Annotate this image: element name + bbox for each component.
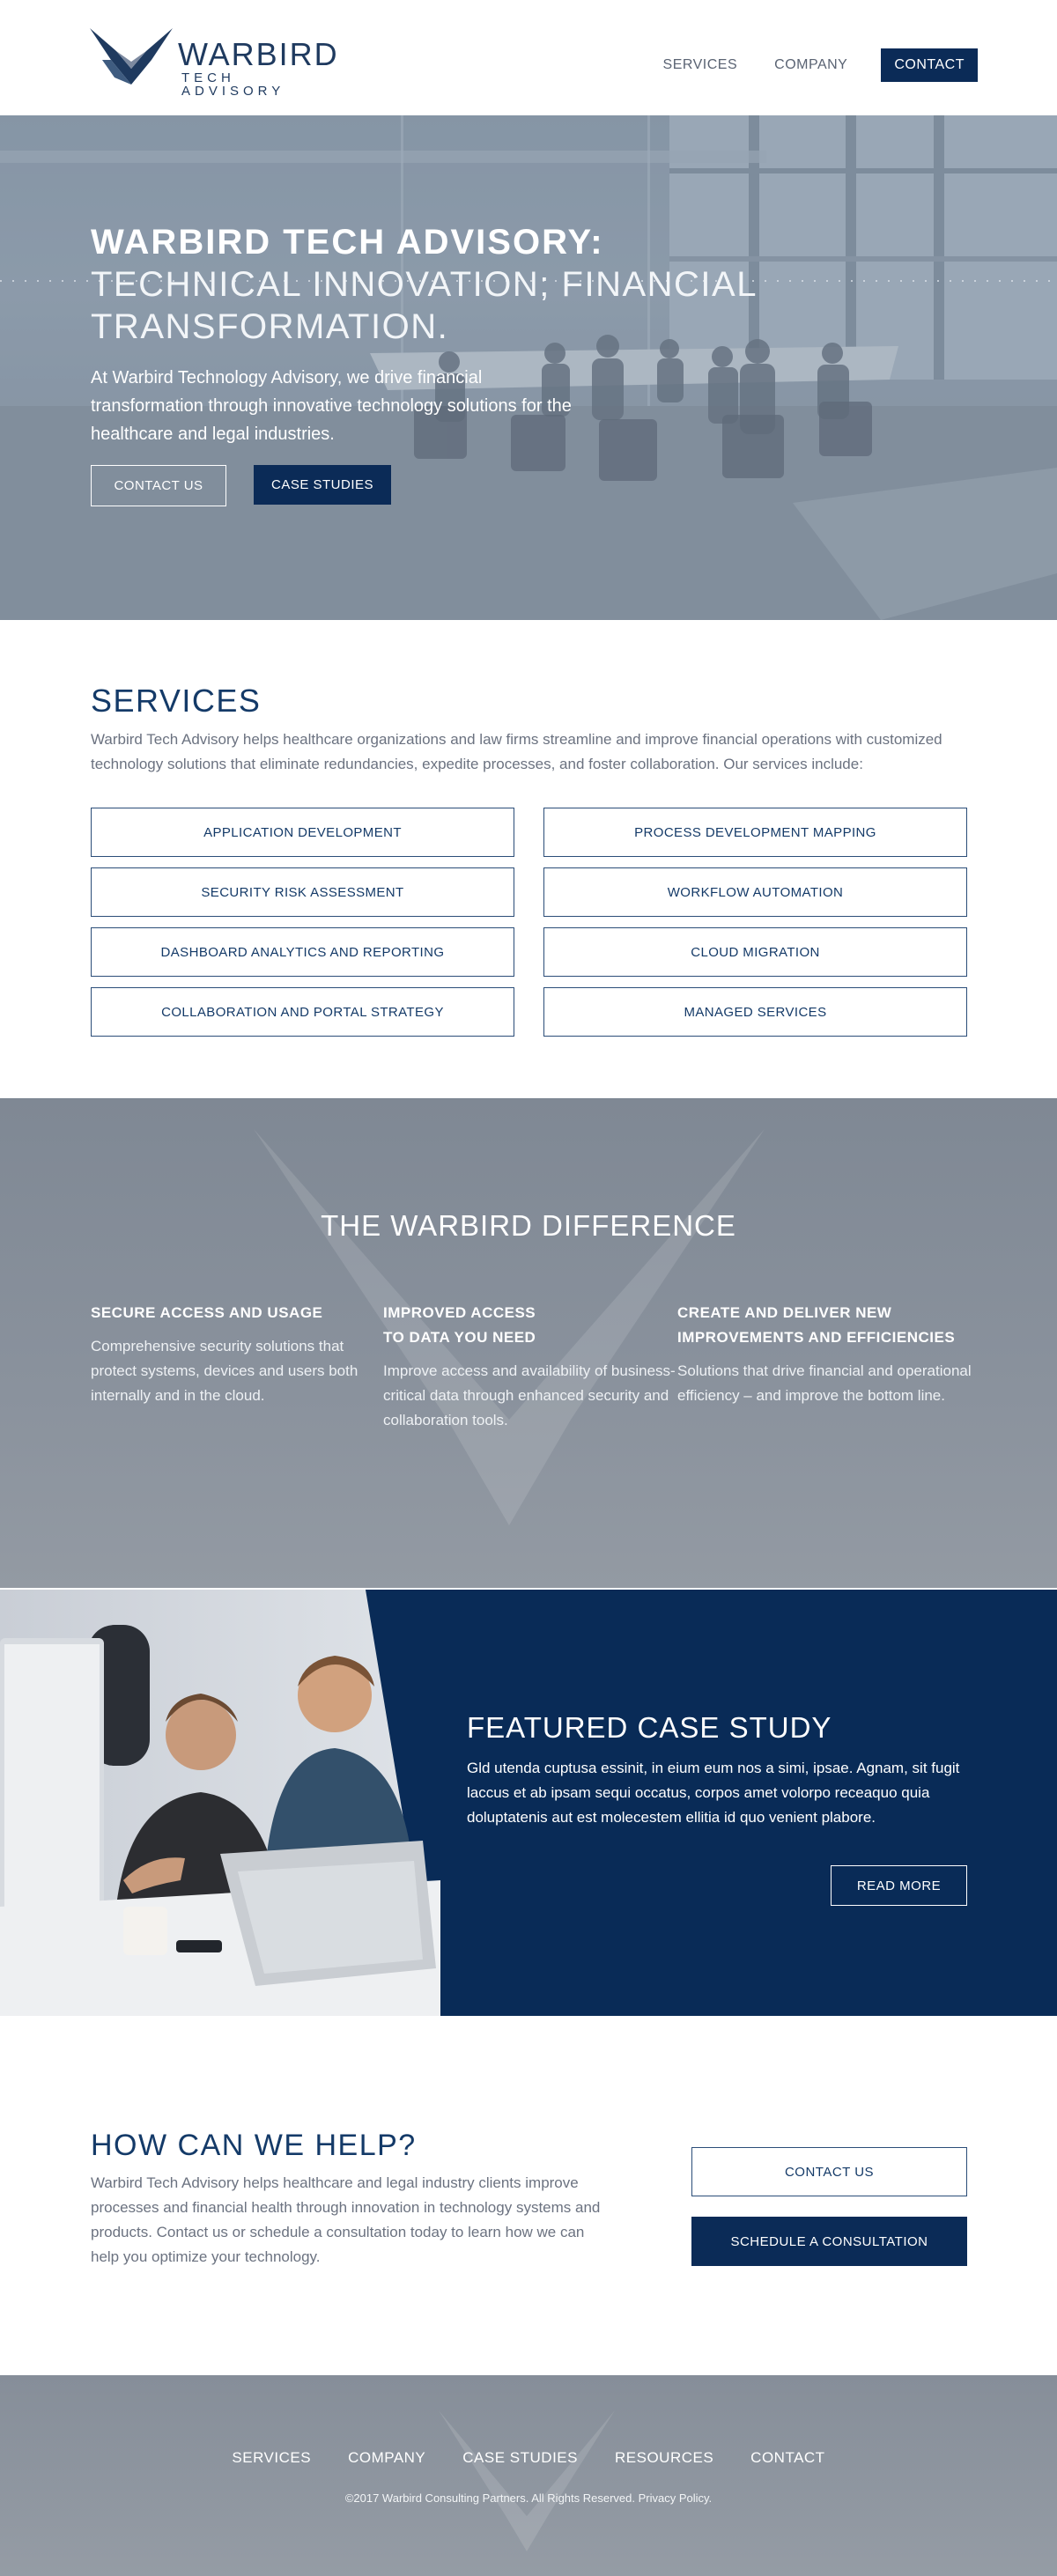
services-intro: Warbird Tech Advisory helps healthcare organizations and law firms streamline and improve financial operations with customized technology solutions that eliminate redundancies, expedite processes, and foster collaboration. Our services include:: [91, 731, 942, 772]
difference-columns: [91, 1301, 972, 1433]
featured-content: [467, 1713, 969, 1830]
featured-text: Gld utenda cuptusa essinit, in eium eum nos a simi, ipsae. Agnam, sit fugit laccus et ab ipsam sequi occatus, corpos amet volorpo receaquo quia doluptatenis aut est molecestem ellitia id quo venient plabore.: [467, 1760, 960, 1826]
footer-nav-resources[interactable]: RESOURCES: [614, 2449, 714, 2466]
difference-heading: SECURE ACCESS AND USAGE: [91, 1304, 323, 1321]
services-section: [0, 620, 1057, 1098]
help-text: Warbird Tech Advisory helps healthcare and legal industry clients improve processes and financial health through innovation in technology systems and products. Contact us or schedule a consultation today to learn how we can help you optimize your technology.: [91, 2174, 601, 2265]
nav-services[interactable]: SERVICES: [662, 57, 738, 72]
hero-subtitle: TECHNICAL INNOVATION; FINANCIAL TRANSFORMATION.: [91, 265, 757, 346]
difference-column: [383, 1301, 677, 1433]
footer-nav-company[interactable]: COMPANY: [348, 2449, 426, 2466]
nav-company[interactable]: COMPANY: [774, 57, 848, 72]
difference-text: Improve access and availability of business-critical data through enhanced security and collaboration tools.: [383, 1362, 676, 1428]
read-more-button[interactable]: READ MORE: [831, 1865, 967, 1906]
footer-copyright: ©2017 Warbird Consulting Partners. All Rights Reserved. Privacy Policy.: [344, 2491, 713, 2505]
hero-title: WARBIRD TECH ADVISORY:: [91, 223, 604, 262]
service-workflow-automation[interactable]: WORKFLOW AUTOMATION: [543, 867, 967, 917]
logo-subtitle: TECH ADVISORY: [181, 70, 285, 99]
service-collaboration-portal[interactable]: COLLABORATION AND PORTAL STRATEGY: [91, 987, 514, 1037]
difference-title: THE WARBIRD DIFFERENCE: [321, 1209, 736, 1242]
help-section: [0, 2016, 1057, 2375]
hero-case-studies-button[interactable]: CASE STUDIES: [254, 465, 391, 505]
site-header: [0, 0, 1057, 115]
help-contact-us-button[interactable]: CONTACT US: [691, 2147, 967, 2196]
warbird-watermark-icon: [439, 2410, 615, 2551]
main-nav: [626, 48, 978, 83]
schedule-consultation-button[interactable]: SCHEDULE A CONSULTATION: [691, 2217, 967, 2266]
featured-case-study-section: [0, 1590, 1057, 2016]
service-security-risk-assessment[interactable]: SECURITY RISK ASSESSMENT: [91, 867, 514, 917]
service-dashboard-analytics[interactable]: DASHBOARD ANALYTICS AND REPORTING: [91, 927, 514, 977]
difference-text: Comprehensive security solutions that protect systems, devices and users both internally and in the cloud.: [91, 1338, 358, 1404]
services-grid: [91, 808, 967, 1037]
difference-section: [0, 1098, 1057, 1588]
hero-contact-us-button[interactable]: CONTACT US: [91, 465, 226, 506]
service-managed-services[interactable]: MANAGED SERVICES: [543, 987, 967, 1037]
service-cloud-migration[interactable]: CLOUD MIGRATION: [543, 927, 967, 977]
featured-case-study-photo: [0, 1590, 440, 2016]
difference-heading: CREATE AND DELIVER NEW IMPROVEMENTS AND EFFICIENCIES: [677, 1304, 956, 1346]
service-application-development[interactable]: APPLICATION DEVELOPMENT: [91, 808, 514, 857]
difference-column: [677, 1301, 972, 1433]
footer-nav-contact[interactable]: CONTACT: [750, 2449, 825, 2466]
footer-nav: [0, 2449, 1057, 2467]
site-footer: [0, 2375, 1057, 2576]
hero-content: [91, 221, 795, 448]
warbird-logo-icon: [90, 25, 173, 88]
nav-contact-button[interactable]: CONTACT: [881, 48, 978, 82]
difference-heading: IMPROVED ACCESS TO DATA YOU NEED: [383, 1304, 536, 1346]
logo-wordmark: WARBIRD: [178, 36, 339, 72]
featured-title: FEATURED CASE STUDY: [467, 1711, 832, 1744]
logo[interactable]: [90, 23, 339, 99]
difference-text: Solutions that drive financial and operational efficiency – and improve the bottom line.: [677, 1362, 972, 1404]
footer-nav-case-studies[interactable]: CASE STUDIES: [462, 2449, 578, 2466]
hero-description: At Warbird Technology Advisory, we drive financial transformation through innovative technology solutions for the healthcare and legal industries.: [91, 368, 572, 444]
hero-section: [0, 115, 1057, 620]
difference-column: [91, 1301, 383, 1433]
hero-buttons: [91, 465, 391, 506]
service-process-development-mapping[interactable]: PROCESS DEVELOPMENT MAPPING: [543, 808, 967, 857]
footer-nav-services[interactable]: SERVICES: [232, 2449, 312, 2466]
services-title: SERVICES: [91, 683, 262, 719]
help-title: HOW CAN WE HELP?: [91, 2129, 417, 2162]
